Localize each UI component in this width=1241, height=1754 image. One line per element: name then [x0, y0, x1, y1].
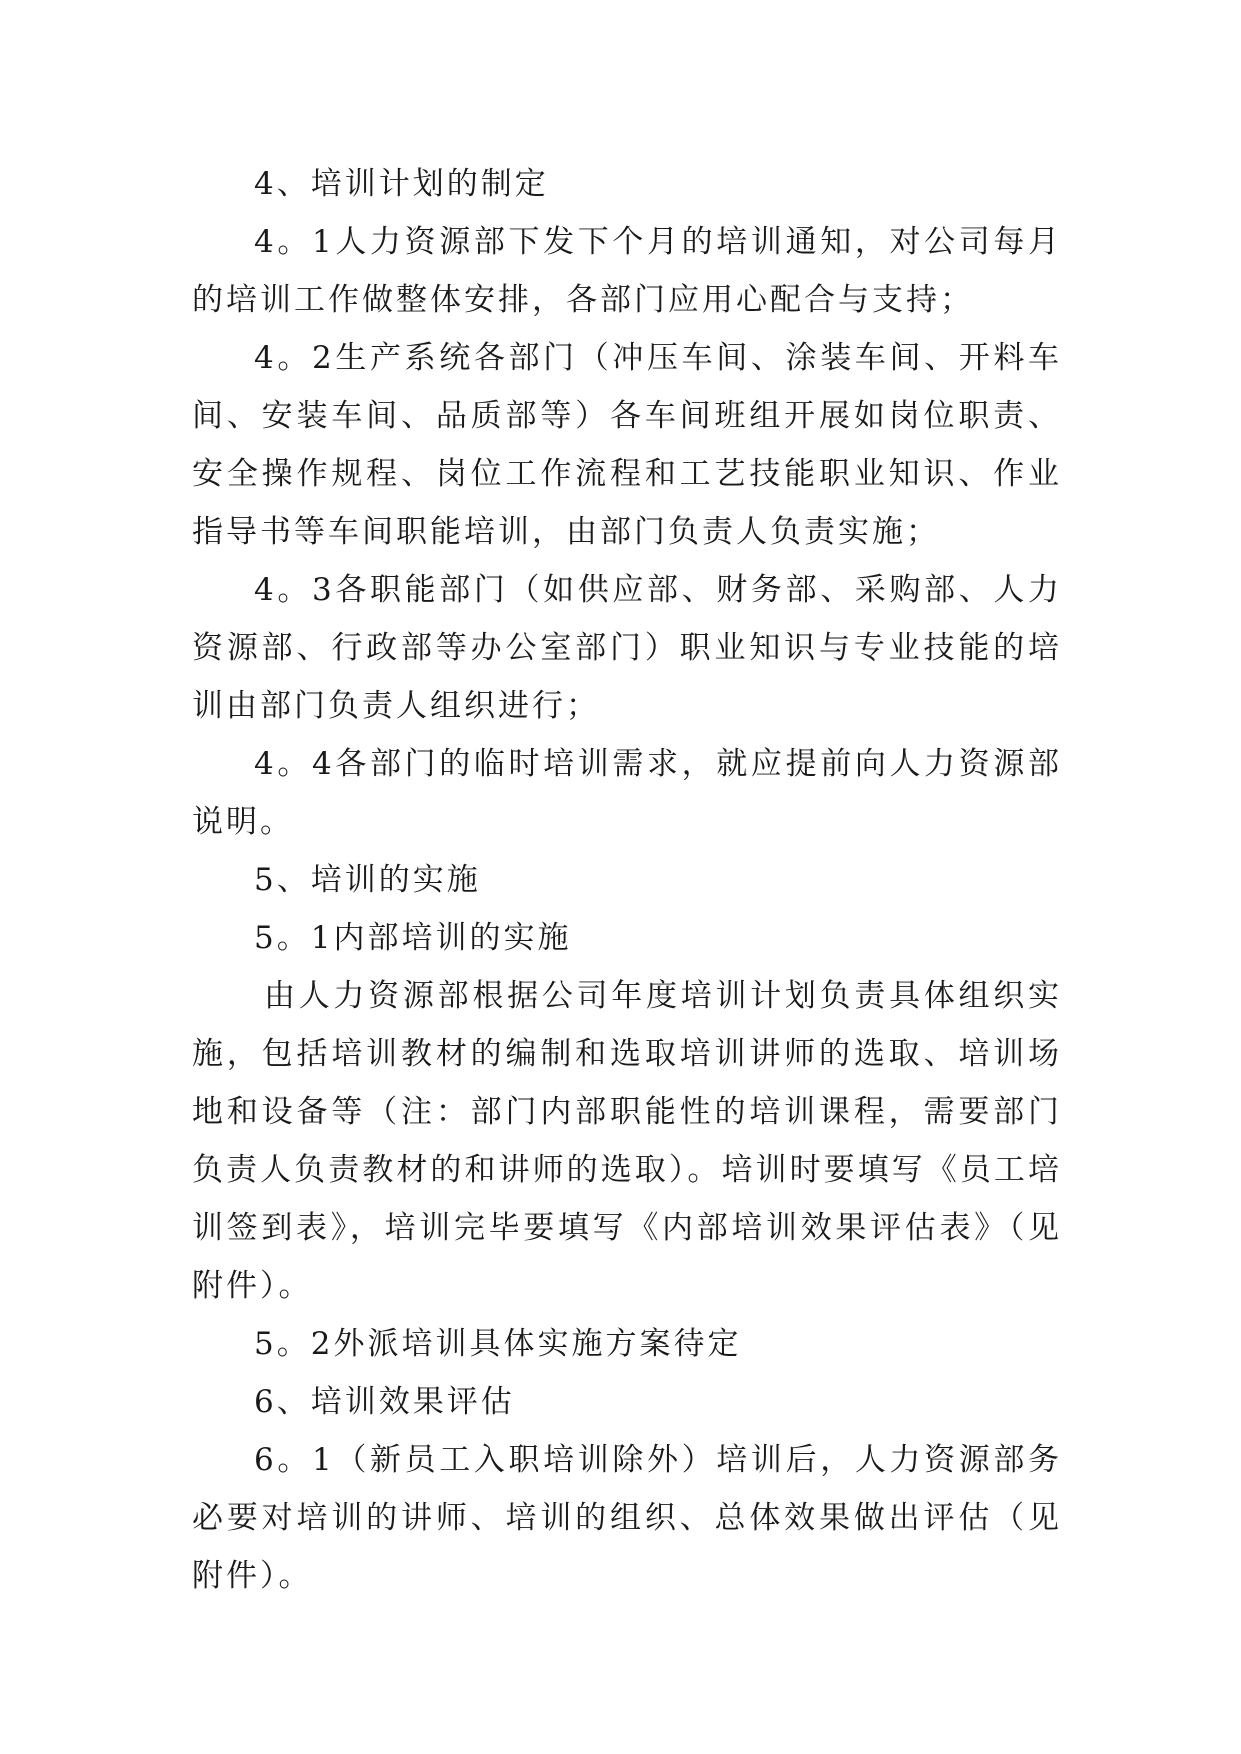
document-body: [192, 155, 1062, 1605]
subsection-heading: 5。1内部培训的实施: [254, 920, 572, 956]
paragraph: 6。1（新员工入职培训除外）培训后，人力资源部务必要对培训的讲师、培训的组织、总体效果做出评估（见附件）。: [192, 1442, 1062, 1594]
subsection-heading: 5。2外派培训具体实施方案待定: [254, 1326, 742, 1362]
paragraph: 4。3各职能部门（如供应部、财务部、采购部、人力资源部、行政部等办公室部门）职业知识与专业技能的培训由部门负责人组织进行；: [192, 572, 1062, 724]
section-heading: 6、培训效果评估: [254, 1384, 515, 1420]
paragraph: 由人力资源部根据公司年度培训计划负责具体组织实施，包括培训教材的编制和选取培训讲师的选取、培训场地和设备等（注：部门内部职能性的培训课程，需要部门负责人负责教材的和讲师的选取）。培训时要填写《员工培训签到表》，培训完毕要填写《内部培训效果评估表》（见附件）。: [192, 978, 1062, 1304]
paragraph: 4。4各部门的临时培训需求，就应提前向人力资源部说明。: [192, 746, 1062, 840]
paragraph: 4。2生产系统各部门（冲压车间、涂装车间、开料车间、安装车间、品质部等）各车间班组开展如岗位职责、安全操作规程、岗位工作流程和工艺技能职业知识、作业指导书等车间职能培训，由部门负责人负责实施；: [192, 340, 1062, 550]
section-heading: 5、培训的实施: [254, 862, 481, 898]
paragraph: 4。1人力资源部下发下个月的培训通知，对公司每月的培训工作做整体安排，各部门应用心配合与支持；: [192, 224, 1062, 318]
section-heading: 4、培训计划的制定: [254, 166, 549, 202]
